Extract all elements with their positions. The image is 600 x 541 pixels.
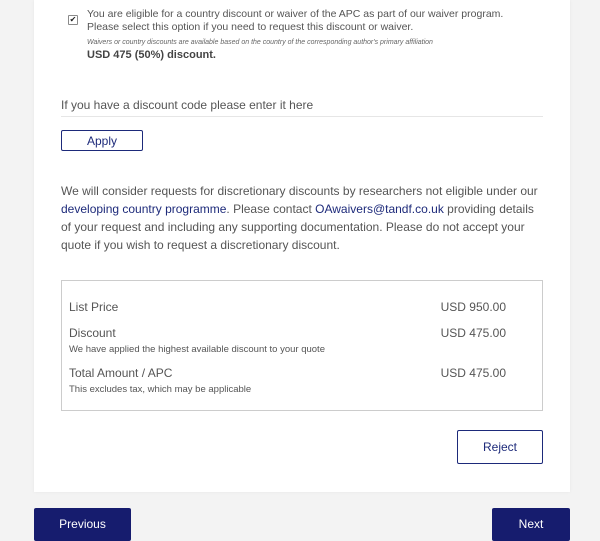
discretionary-text-1: We will consider requests for discretionary discounts by researchers not eligible under our — [61, 184, 538, 198]
list-price-label: List Price — [69, 300, 119, 314]
next-button[interactable]: Next — [492, 508, 570, 541]
discount-code-input[interactable] — [61, 94, 543, 117]
discount-row — [69, 326, 535, 355]
total-note: This excludes tax, which may be applicable — [69, 384, 252, 395]
discount-note: We have applied the highest available discount to your quote — [69, 344, 325, 355]
waiver-amount: USD 475 (50%) discount. — [87, 49, 216, 61]
waiver-checkbox[interactable]: ✔ — [69, 15, 77, 24]
apply-button[interactable]: Apply — [61, 130, 143, 151]
price-summary — [61, 280, 543, 411]
discount-value: USD 475.00 — [440, 326, 506, 340]
discretionary-text-3: providing details of your request and including any supporting documentation. Please do not accept your quote if you wish to request a discretionary discount. — [61, 202, 534, 252]
developing-country-programme-link[interactable]: developing country programme — [61, 202, 227, 216]
total-row — [69, 366, 535, 395]
reject-button[interactable]: Reject — [457, 430, 543, 464]
previous-button[interactable]: Previous — [34, 508, 131, 541]
oa-waivers-email-link[interactable]: OAwaivers@tandf.co.uk — [315, 202, 444, 216]
waiver-description: You are eligible for a country discount or waiver of the APC as part of our waiver program. Please select this option if you need to request this discount or waiver. — [87, 8, 504, 33]
waiver-note: Waivers or country discounts are available based on the country of the corresponding author's primary affiliation — [87, 39, 433, 46]
discretionary-discount-text — [61, 182, 546, 254]
discount-label: Discount — [69, 326, 116, 340]
list-price-row — [69, 300, 535, 314]
discretionary-text-2: . Please contact — [226, 202, 316, 216]
total-label: Total Amount / APC — [69, 366, 173, 380]
list-price-value: USD 950.00 — [440, 300, 506, 314]
total-value: USD 475.00 — [440, 366, 506, 380]
